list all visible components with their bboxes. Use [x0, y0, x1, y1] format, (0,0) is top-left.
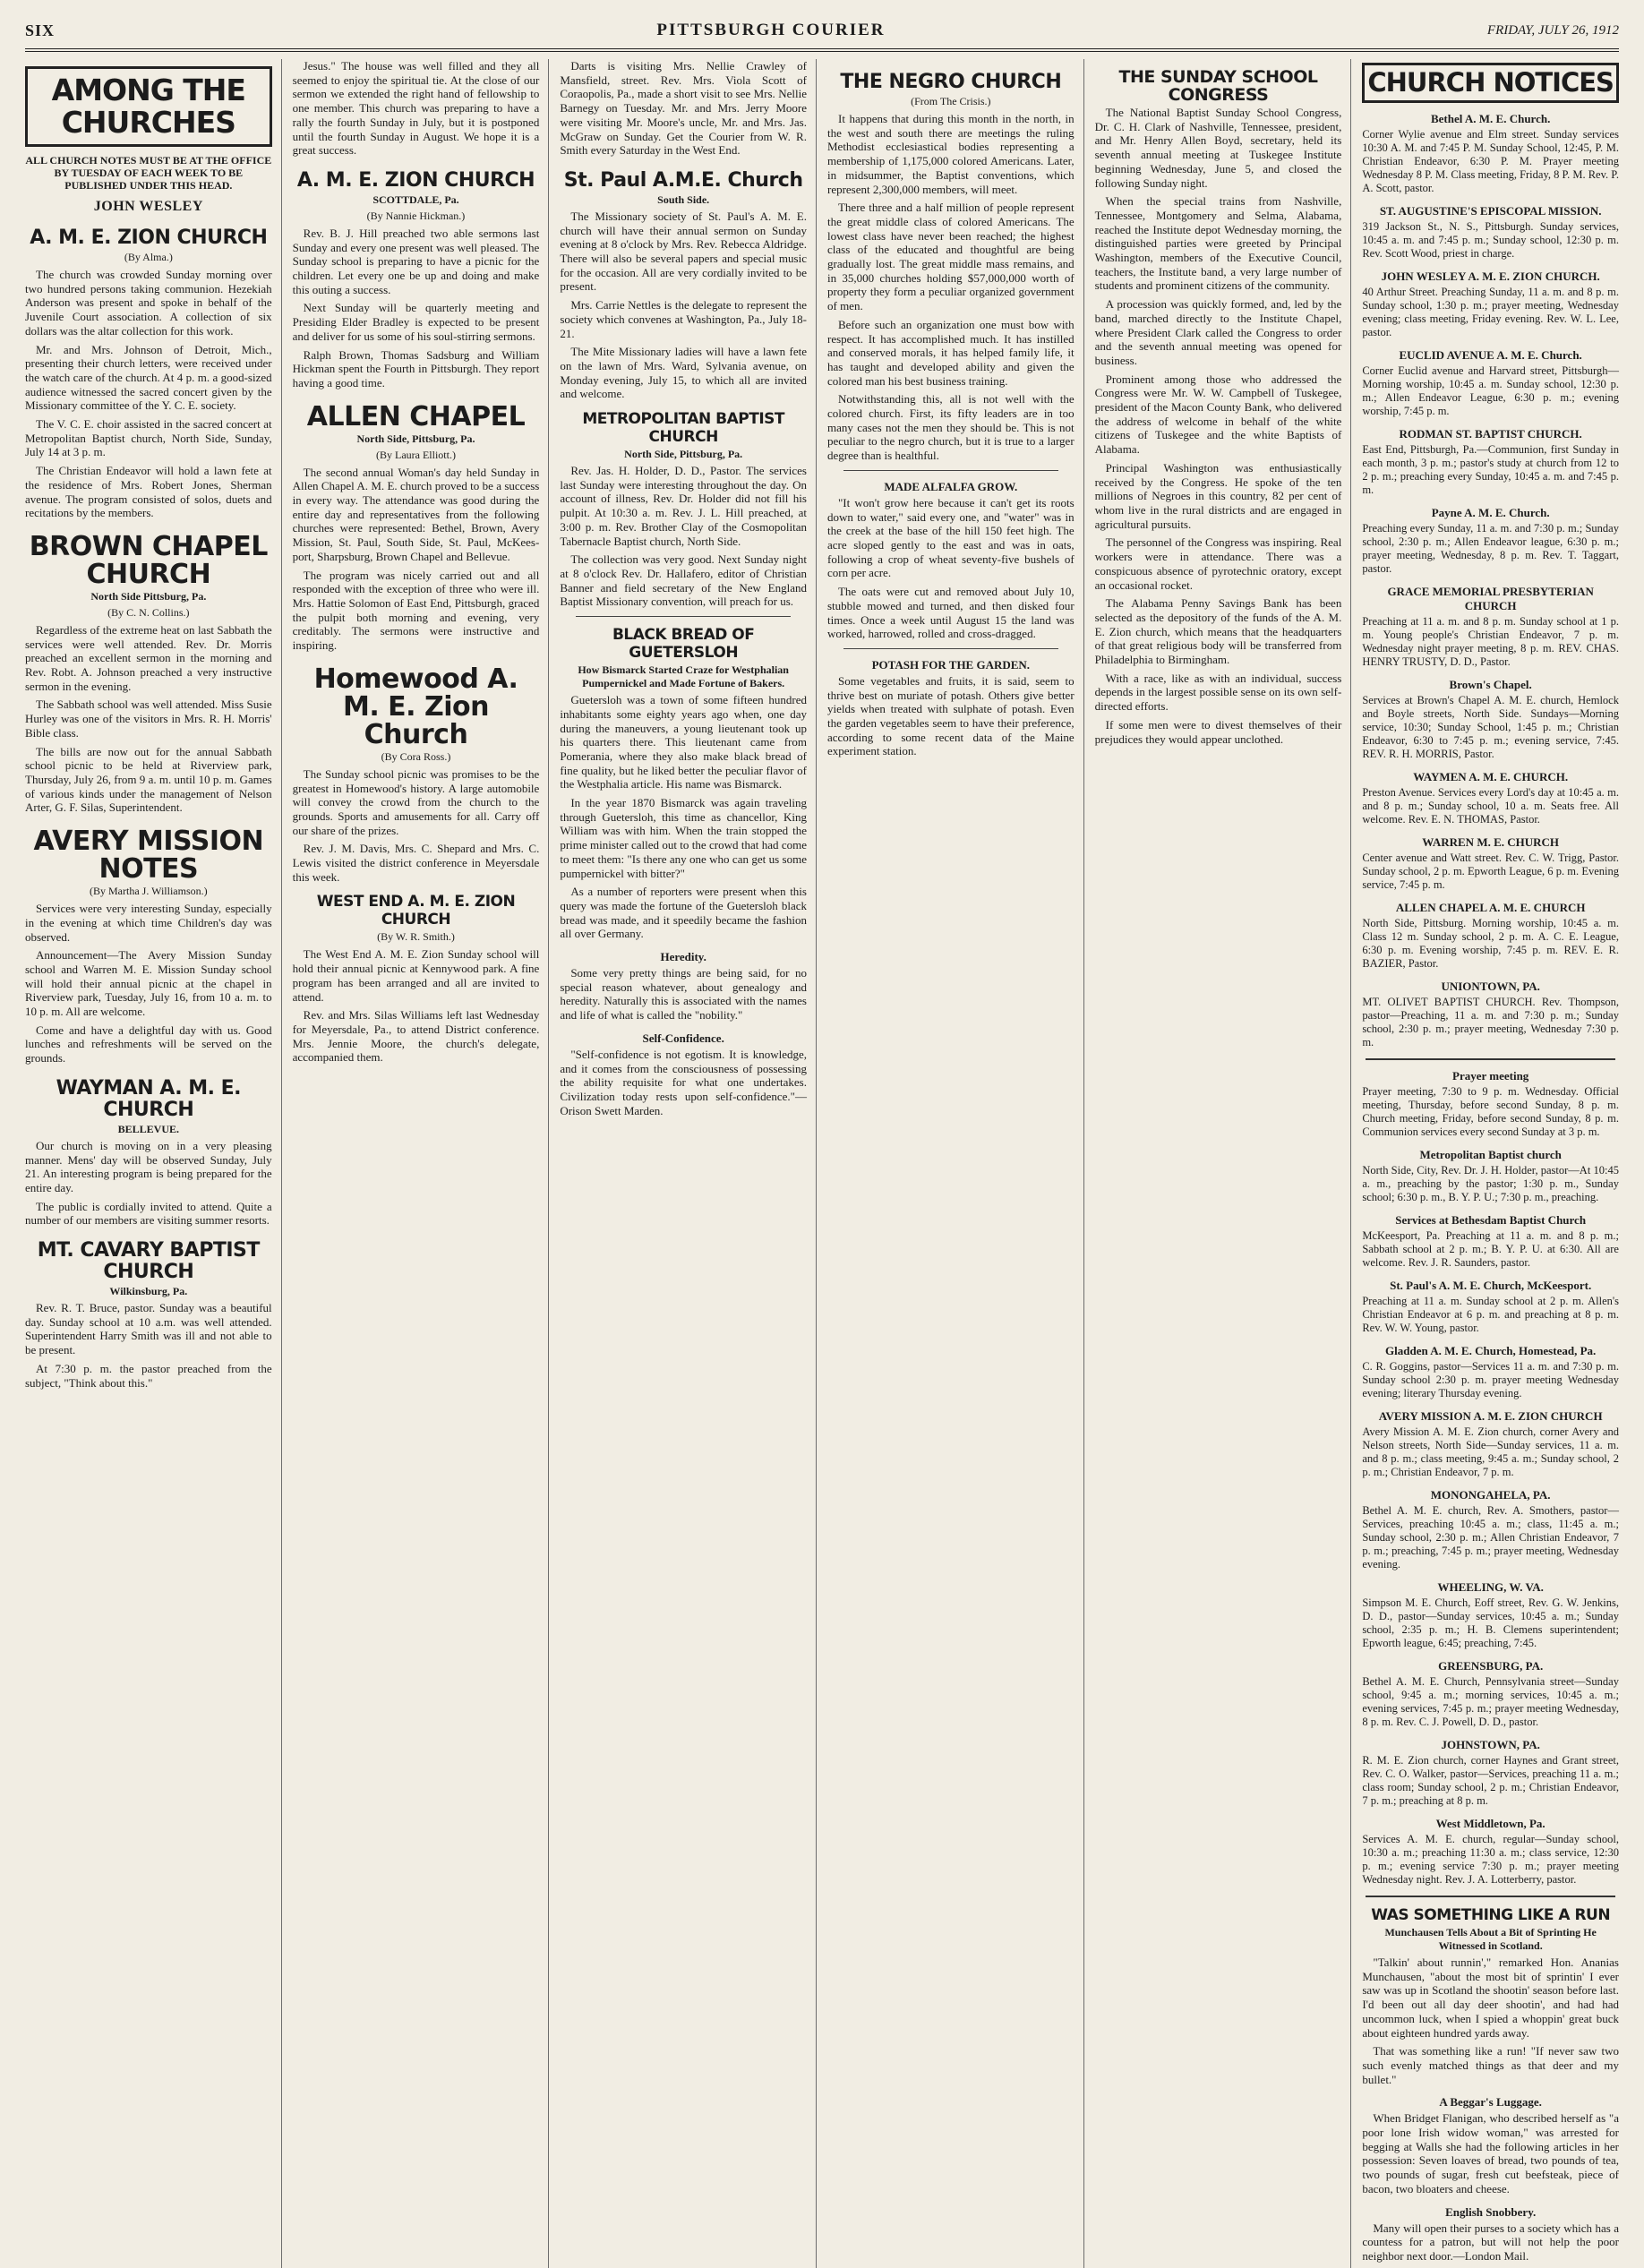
notice-text: Simpson M. E. Church, Eoff street, Rev. G. W. Jenkins, D. D., pastor—Sunday services, 10:45 a. m.; Sunday school, 2:35 p. m.; H. B. Clemens superintendent; Epworth league, 6:45; preaching, 7:45.: [1362, 1596, 1619, 1649]
paragraph: As a number of reporters were present when this query was made the fortune of the Guetersloh black bread was made, and it speedily became the fashion all over Germany.: [560, 885, 807, 941]
notice-text: North Side, City, Rev. Dr. J. H. Holder, pastor—At 10:45 a. m., preaching by the pastor; 1:30 p. m., Sunday school; 6:30 p. m., B. Y. P. U.; 7:30 p. m., preaching.: [1362, 1164, 1619, 1203]
article-body: [827, 496, 1075, 641]
paragraph: The program was nicely carried out and all responded with the exception of three who were ill. Mrs. Hattie Solomon of East End, Pittsburgh, graced the pulpit both morning and evening, very creditably. The sermons were instructive and inspiring.: [292, 568, 540, 653]
notice-church-name: St. Paul's A. M. E. Church, McKeesport.: [1390, 1279, 1592, 1292]
divider: [843, 648, 1058, 649]
newspaper-title: PITTSBURGH COURIER: [656, 21, 886, 39]
notice-text: Preaching at 11 a. m. and 8 p. m. Sunday school at 1 p. m. Young people's Christian Endeavor, 7 p. m. Wednesday night prayer meeting, 8 p. m. REV. CHAS. HENRY TRUSTY, D. D., Pastor.: [1362, 615, 1619, 668]
article-body: [25, 1301, 272, 1390]
notice-church-name: JOHNSTOWN, PA.: [1441, 1738, 1540, 1751]
paragraph: When Bridget Flanigan, who described herself as "a poor lone Irish widow woman," was arrested for begging at Walls she had the following articles in her possession: Seven loaves of bread, two pounds of tea, two pounds of sugar, fresh cut beefsteak, piece of bacon, two bloaters and cheese.: [1362, 2111, 1619, 2195]
paragraph: Services were very interesting Sunday, especially in the evening at which time Children's day was observed.: [25, 902, 272, 944]
headline-negro-church: THE NEGRO CHURCH: [840, 71, 1062, 93]
article-body: [1362, 2221, 1619, 2264]
subheading: North Side, Pittsburg, Pa.: [356, 432, 475, 445]
paragraph: "It won't grow here because it can't get its roots down to water," said every one, and "water" was in the creek at the base of the hill 150 feet high. The acre sloped gently to the east and was in oats, following a crop of wheat seventy-five bushels of corn per acre.: [826, 495, 1075, 580]
paragraph: Rev. Jas. H. Holder, D. D., Pastor. The services last Sunday were interesting throughout the day. On account of illness, Rev. Dr. Holder did not fill his pulpit. At 10:30 a. m. Rev. J. L. Hill preached, at 3:00 p. m. Rev. Brother Clay of the Cosmopolitan Tabernacle Baptist church, North Side.: [560, 464, 807, 548]
headline-self-confidence: Self-Confidence.: [642, 1031, 724, 1045]
headline-avery-mission: AVERY MISSION NOTES: [33, 826, 264, 886]
headline-sunday-school-congress: THE SUNDAY SCHOOL CONGRESS: [1118, 67, 1318, 105]
paragraph: At 7:30 p. m. the pastor preached from the subject, "Think about this.": [25, 1361, 272, 1390]
column-3: [560, 59, 817, 2268]
notice-text: Services at Brown's Chapel A. M. E. church, Hemlock and Boyle streets, North Side. Sundays—Morning service, 10:30; Sunday School, 1:45 p. m.; Christian Endeavor, 6:30 to 7:45 p. m.; evening service, 7:45. REV. R. H. MORRIS, Pastor.: [1362, 694, 1619, 760]
paragraph: Guetersloh was a town of some fifteen hundred inhabitants some eighty years ago when, one day during the maneuvers, a young lieutenant took up his quarters there. This lieutenant came from Pomerania, where they also make black bread of fine quality, but he liked better the peculiar flavor of the Westphalia article. His name was Bismarck.: [560, 693, 807, 792]
notice-church-name: Payne A. M. E. Church.: [1431, 506, 1550, 519]
byline: (By W. R. Smith.): [377, 930, 455, 944]
notice-text: McKeesport, Pa. Preaching at 11 a. m. and 8 p. m.; Sabbath school at 2 p. m.; B. Y. P. U. at 6:30. All are welcome. Rev. J. R. Saunders, pastor.: [1362, 1229, 1619, 1269]
notice-text: MT. OLIVET BAPTIST CHURCH. Rev. Thompson, pastor—Preaching, 11 a. m. and 7:30 p. m.; Sunday school, 2:30 p. m.; prayer meeting, Wednesday 7:30 p. m.: [1362, 996, 1619, 1048]
subheading: Wilkinsburg, Pa.: [109, 1285, 188, 1298]
notice-text: Avery Mission A. M. E. Zion church, corner Avery and Nelson streets, North Side—Sunday services, 11 a. m. and 8 p. m.; class meeting, 9:45 a. m.; Sunday school, 2 p. m.; Christian Endeavor, 7 p. m.: [1362, 1425, 1619, 1478]
masthead: [25, 13, 1619, 52]
divider: [576, 616, 791, 617]
headline-brown-chapel: BROWN CHAPEL CHURCH: [29, 530, 268, 590]
notice-text: Corner Wylie avenue and Elm street. Sunday services 10:30 A. M. and 7:45 P. M. Sunday School, 12:45, P. M. Christian Endeavor, 6:30 P. M. Prayer meeting Wednesday 8 P. M. Class meeting, Friday, 8 P. M. Rev. P. A. Scott, pastor.: [1362, 128, 1619, 194]
notice-church-name: UNIONTOWN, PA.: [1441, 980, 1540, 993]
column-1: [25, 59, 282, 2268]
article-body: [293, 227, 540, 390]
headline-allen-chapel: ALLEN CHAPEL: [306, 400, 526, 432]
paragraph: Prominent among those who addressed the Congress were Mr. W. W. Campbell of Tuskegee, president of the Macon County Bank, who delivered the address of welcome in behalf of the white citizens of Tuskegee and the white Baptists of Alabama.: [1094, 372, 1342, 457]
headline-heredity: Heredity.: [660, 950, 706, 964]
byline: (From The Crisis.): [911, 95, 991, 107]
deck: How Bismarck Started Craze for Westphalian Pumpernickel and Made Fortune of Bakers.: [578, 663, 789, 690]
church-notices-list-2: [1362, 1069, 1619, 1887]
subheading: South Side.: [657, 193, 710, 206]
notice-text: 40 Arthur Street. Preaching Sunday, 11 a. m. and 8 p. m. Sunday school, 1:30 p. m.; prayer meeting, Wednesday evening; class meeting, Friday evening. Rev. W. L. Lee, pastor.: [1362, 286, 1619, 338]
headline-west-end: WEST END A. M. E. ZION CHURCH: [316, 893, 516, 929]
paragraph: That was something like a run! "If never saw two such evenly matched things as that deer and my bullet.": [1362, 2044, 1619, 2086]
article-body: [293, 947, 540, 1065]
paragraph: The National Baptist Sunday School Congress, Dr. C. H. Clark of Nashville, Tennessee, president, and Mr. Henry Allen Boyd, secretary, held its seventh annual meeting at Tuskegee Institute beginning Wednesday, June 5, and closed the following Sunday night.: [1094, 106, 1342, 190]
notice-church-name: JOHN WESLEY A. M. E. ZION CHURCH.: [1381, 270, 1600, 283]
subheading: North Side, Pittsburg, Pa.: [624, 448, 743, 461]
byline: (By Martha J. Williamson.): [90, 885, 208, 898]
paragraph: Ralph Brown, Thomas Sadsburg and William Hickman spent the Fourth in Pittsburgh. They report having a good time.: [292, 347, 540, 389]
byline: (By Nannie Hickman.): [366, 209, 466, 222]
article-body: [293, 767, 540, 885]
article-body: [560, 464, 807, 609]
deck: Munchausen Tells About a Bit of Sprinting He Witnessed in Scotland.: [1384, 1926, 1597, 1952]
divider: [843, 470, 1058, 471]
paragraph: The oats were cut and removed about July 10, stubble mowed and turned, and then disked four times. Once a week until August 15 the land was worked, harrowed, rolled and cross-dragged.: [826, 585, 1075, 641]
article-body: [827, 112, 1075, 463]
paragraph: Many will open their purses to a society which has a countess for a patron, but will not help the poor neighbor next door.—London Mail.: [1362, 2221, 1619, 2263]
paragraph: With a race, like as with an individual, success depends in the largest possible sense on its own self-directed efforts.: [1094, 671, 1342, 714]
notice-church-name: RODMAN ST. BAPTIST CHURCH.: [1399, 427, 1582, 441]
paragraph: There three and a half million of people represent the great middle class of colored Americans. The lowest class have never been reached; the highest class of the educated and thoughtful are being gradually lost. The great middle mass remains, and in 35,000 churches holding $57,000,000 worth of property they form a peculiar organized government of men.: [826, 201, 1075, 313]
article-body: [25, 268, 272, 520]
article-body: [560, 693, 807, 941]
paragraph: Rev. R. T. Bruce, pastor. Sunday was a beautiful day. Sunday school at 10 a.m. was well attended. Superintendent Harry Smith was ill and not able to be present.: [25, 1301, 272, 1357]
paragraph: A procession was quickly formed, and, led by the band, marched directly to the Institute Chapel, where President Clark called the Congress to order and the seventh annual meeting was opened for business.: [1094, 297, 1342, 367]
section-banner-churches: AMONG THE CHURCHES: [25, 66, 272, 147]
submission-notice: ALL CHURCH NOTES MUST BE AT THE OFFICE BY TUESDAY OF EACH WEEK TO BE PUBLISHED UNDER THIS HEAD.: [25, 154, 272, 192]
column-5: [1095, 59, 1352, 2268]
paragraph: If some men were to divest themselves of their prejudices they would appear unclothed.: [1094, 717, 1342, 746]
headline-beggars-luggage: A Beggar's Luggage.: [1439, 2095, 1542, 2110]
paragraph: It happens that during this month in the north, in the west and south there are meetings the ruling Methodist ecclesiastical bodies representing a membership of 1,175,000 colored Americans. Later, in midsummer, the Baptist conventions, which represent 2,300,000 members, will meet.: [826, 112, 1075, 196]
notice-church-name: Brown's Chapel.: [1449, 678, 1532, 691]
notice-church-name: WHEELING, W. VA.: [1437, 1580, 1544, 1594]
section-banner-notices: CHURCH NOTICES: [1362, 63, 1619, 103]
headline-english-snobbery: English Snobbery.: [1445, 2204, 1537, 2219]
subheading: North Side Pittsburg, Pa.: [90, 589, 207, 603]
paragraph: Announcement—The Avery Mission Sunday school and Warren M. E. Mission Sunday school will hold their annual picnic at the chapel in Riverview park, Tuesday, July 16, from 10 a. m. to 10 p. m. All are welcome.: [25, 948, 272, 1019]
notice-church-name: Services at Bethesdam Baptist Church: [1395, 1213, 1587, 1227]
notice-text: 319 Jackson St., N. S., Pittsburgh. Sunday services, 10:45 a. m. and 7:45 p. m.; Sunday school, 12:30 p. m. Rev. Scott Wood, priest in charge.: [1362, 220, 1619, 260]
article-body: [560, 966, 807, 1023]
headline-scottdale-zion: A. M. E. ZION CHURCH: [296, 168, 535, 192]
paragraph: The West End A. M. E. Zion Sunday school will hold their annual picnic at Kennywood park. A fine program has been arranged and all are invited to attend.: [292, 947, 540, 1004]
paragraph: Rev. and Mrs. Silas Williams left last Wednesday for Meyersdale, Pa., to attend District conference. Mrs. Jennie Moore, the church's delegate, accompanied them.: [292, 1008, 540, 1065]
paragraph: Come and have a delightful day with us. Good lunches and refreshments will be served on the grounds.: [25, 1023, 272, 1066]
headline-st-paul: St. Paul A.M.E. Church: [563, 168, 803, 192]
notice-church-name: WAYMEN A. M. E. CHURCH.: [1413, 770, 1569, 783]
subheading: SCOTTDALE, Pa.: [372, 193, 459, 206]
headline-wayman: WAYMAN A. M. E. CHURCH: [56, 1076, 242, 1121]
headline-something-like-a-run: WAS SOMETHING LIKE A RUN: [1371, 1906, 1611, 1924]
notice-church-name: ST. AUGUSTINE'S EPISCOPAL MISSION.: [1379, 204, 1602, 218]
notice-text: Bethel A. M. E. church, Rev. A. Smothers, pastor—Services, preaching 10:45 a. m.; class, 11:45 a. m.; Sunday school, 2:30 p. m.; Allen Christian Endeavor, 7 p. m.; preaching, 7:45 p. m.; prayer meeting, Wednesday evening.: [1362, 1504, 1619, 1570]
notice-text: Preston Avenue. Services every Lord's day at 10:45 a. m. and 8 p. m.; Sunday school, 10 a. m. Seats free. All welcome. Rev. E. N. THOMAS, Pastor.: [1362, 786, 1619, 826]
paragraph: When the special trains from Nashville, Tennessee, Montgomery and Selma, Alabama, reached the Institute depot Wednesday morning, the distinguished parties were greeted by Principal Washington, members of the Executive Council, teachers, the Institute band, a very large number of students and prominent citizens of the community.: [1094, 194, 1342, 293]
article-body: [25, 902, 272, 1066]
paragraph: The V. C. E. choir assisted in the sacred concert at Metropolitan Baptist church, North Side, Sunday, July 14 at 3 p. m.: [25, 417, 272, 459]
paragraph: In the year 1870 Bismarck was again traveling through Guetersloh, this time as chancellor, King William was with him. When the train stopped the prime minister called out to the crowd that had come to meet them: "Is there any one who can get us some pumpernickel with bitter?": [560, 796, 807, 880]
issue-date: FRIDAY, JULY 26, 1912: [1486, 22, 1619, 38]
paragraph: The Missionary society of St. Paul's A. M. E. church will have their annual sermon on Sunday evening at 8 o'clock by Mrs. Rev. Rebecca Aldridge. There will also be several papers and special music for the occasion. All are very cordially invited to be present.: [560, 209, 807, 294]
byline: (By Alma.): [124, 251, 173, 263]
notice-text: Services A. M. E. church, regular—Sunday school, 10:30 a. m.; preaching 11:30 a. m.; class service, 12:30 p. m.; evening service 7:30 p. m.; prayer meeting Wednesday night. Rev. J. A. Lotterberry, pastor.: [1362, 1833, 1619, 1886]
article-body: [827, 674, 1075, 758]
headline-mt-cavary: MT. CAVARY BAPTIST CHURCH: [37, 1239, 260, 1284]
column-2: [293, 59, 550, 2268]
paragraph: Our church is moving on in a very pleasing manner. Mens' day will be observed Sunday, July 21. An interesting program is being prepared for the entire day.: [25, 1138, 272, 1194]
column-6: [1362, 59, 1619, 2268]
column-4: [827, 59, 1084, 2268]
paragraph: Jesus." The house was well filled and they all seemed to enjoy the spiritual tie. At the close of our sermon we extended the right hand of fellowship to one member. This church was preparing to have a rally the fourth Sunday in July, but it is postponed until the fourth Sunday in August. We hope it is a great success.: [292, 59, 540, 158]
notice-text: Corner Euclid avenue and Harvard street, Pittsburgh—Morning worship, 10:45 a. m. Sunday school, 12:30 p. m.; Allen Endeavor League, 6:30 p. m.; evening worship, 7:45 p. m.: [1362, 364, 1619, 417]
paragraph: The personnel of the Congress was inspiring. Real workers were in attendance. There was a conspicuous absence of pyrotechnic oratory, except an occasional rocket.: [1094, 535, 1342, 592]
paragraph: "Talkin' about runnin'," remarked Hon. Ananias Munchausen, "about the most bit of sprintin' I ever saw was up in Scotland the shootin' season before last. I'd been out all day deer shootin', and had had uncommon luck, when I spied a whoppin' great buck about eighteen hundred yards away.: [1362, 1956, 1619, 2040]
byline: (By Cora Ross.): [381, 749, 451, 763]
article-body: [1362, 2111, 1619, 2195]
paragraph: Principal Washington was enthusiastically received by the Congress. He spoke of the ten millions of Negroes in this country, 82 per cent of whom live in the rural districts and are engaged in agricultural pursuits.: [1094, 460, 1342, 531]
notice-church-name: EUCLID AVENUE A. M. E. Church.: [1399, 348, 1582, 362]
article-body: [25, 1139, 272, 1228]
notice-church-name: MONONGAHELA, PA.: [1430, 1488, 1551, 1502]
headline-alfalfa: MADE ALFALFA GROW.: [884, 479, 1018, 493]
notice-church-name: AVERY MISSION A. M. E. ZION CHURCH: [1378, 1409, 1603, 1423]
divider: [1366, 1896, 1615, 1897]
notice-church-name: Gladden A. M. E. Church, Homestead, Pa.: [1385, 1344, 1597, 1357]
article-body: [560, 59, 807, 158]
notice-text: C. R. Goggins, pastor—Services 11 a. m. and 7:30 p. m. Sunday school 2:30 p. m. prayer meeting Wednesday evening; literary Thursday evening.: [1362, 1360, 1619, 1399]
notice-text: Preaching every Sunday, 11 a. m. and 7:30 p. m.; Sunday school, 2:30 p. m.; Allen Endeavor league, 6:30 p. m.; prayer meeting, Wednesday, 8 p. m. Rev. T. Taggart, pastor.: [1362, 522, 1619, 575]
paragraph: Rev. B. J. Hill preached two able sermons last Sunday and every one present was well pleased. The Sunday school is preparing to have a picnic for the children. Let every one be up and doing and make this outing a success.: [292, 226, 540, 296]
article-body: [25, 623, 272, 815]
notice-church-name: WARREN M. E. CHURCH: [1422, 835, 1560, 849]
paragraph: Notwithstanding this, all is not well with the colored church. First, its fifty leaders are in too many cases not the men they should be. This is not peculiar to the negro church, but it is true to a larger degree than is healthful.: [826, 392, 1075, 463]
paragraph: Darts is visiting Mrs. Nellie Crawley of Mansfield, street. Rev. Mrs. Viola Scott of Coraopolis, Pa., made a short visit to see Mrs. Nellie Barnegy on Tuesday. Mr. and Mrs. Jerry Moore were visiting Mr. Moore's uncle, Mr. and Mrs. Jas. McGraw on Sunday. Get the Courier from W. R. Smith every Saturday in the West End.: [560, 59, 807, 158]
article-body: [1095, 106, 1342, 746]
notice-church-name: Prayer meeting: [1452, 1069, 1529, 1083]
church-notices-list: [1362, 112, 1619, 1049]
paragraph: The collection was very good. Next Sunday night at 8 o'clock Rev. Dr. Hallafero, editor of Christian Banner and field secretary of the New England Baptist Missionary convention, will preach for us.: [560, 552, 807, 609]
paragraph: Mrs. Carrie Nettles is the delegate to represent the society which convenes at Washington, Pa., July 18-21.: [560, 298, 807, 340]
notice-text: North Side, Pittsburg. Morning worship, 10:45 a. m. Class 12 m. Sunday school, 2 p. m. A. C. E. League, 6:30 p. m. Evening worship, 7:45 p. m. REV. E. R. BAZIER, Pastor.: [1362, 917, 1619, 970]
church-name-kicker: JOHN WESLEY: [93, 199, 203, 214]
notice-text: R. M. E. Zion church, corner Haynes and Grant street, Rev. C. O. Walker, pastor—Services, preaching 11 a. m.; class room; Sunday school, 2 p. m.; Christian Endeavor, 7 p. m.; preaching at 8 p. m.: [1362, 1754, 1619, 1807]
article-body: [560, 1048, 807, 1118]
paragraph: The public is cordially invited to attend. Quite a number of our members are visiting summer resorts.: [25, 1199, 272, 1228]
paragraph: Some vegetables and fruits, it is said, seem to thrive best on muriate of potash. Others give better yields when treated with sulphate of potash. Even the garden vegetables seem to have their preference, according to some recent data of the Maine experiment station.: [826, 673, 1075, 758]
headline-black-bread: BLACK BREAD OF GUETERSLOH: [612, 626, 755, 663]
paragraph: The bills are now out for the annual Sabbath school picnic to be held at Riverview park, Thursday, July 26, from 9 a. m. until 10 p. m. Games of various kinds under the management of Nelson Arter, G. F. Silas, Superintendent.: [25, 744, 272, 815]
headline-potash: POTASH FOR THE GARDEN.: [871, 657, 1031, 672]
paragraph: Next Sunday will be quarterly meeting and Presiding Elder Bradley is expected to be present and deliver for us some of his soul-stirring sermons.: [292, 301, 540, 343]
notice-church-name: GREENSBURG, PA.: [1438, 1659, 1544, 1673]
notice-church-name: GRACE MEMORIAL PRESBYTERIAN CHURCH: [1387, 585, 1594, 612]
byline: (By Laura Elliott.): [376, 448, 456, 461]
notice-text: East End, Pittsburgh, Pa.—Communion, first Sunday in each month, 3 p. m.; pastor's study at church from 12 to 2 p. m.; preaching every Sunday, 10:45 a. m. and 7:45 p. m.: [1362, 443, 1619, 496]
article-body: [560, 210, 807, 401]
notice-text: Prayer meeting, 7:30 to 9 p. m. Wednesday. Official meeting, Thursday, before second Sunday, 8 p. m. Church meeting, Friday, before second Sunday, 8 p. m. Communion services every second Sunday at 3 p. m.: [1362, 1085, 1619, 1138]
paragraph: The Sunday school picnic was promises to be the greatest in Homewood's history. A large automobile will convey the crowd from the church to the grounds. Sports and amusements for all. Carry off our share of the prizes.: [292, 766, 540, 837]
page-number: SIX: [25, 21, 56, 39]
paragraph: Before such an organization one must bow with respect. It has accomplished much. It has instilled and conserved morals, it has helped family life, it has taught and developed ability and given the colored man his best business training.: [826, 317, 1075, 388]
notice-text: Center avenue and Watt street. Rev. C. W. Trigg, Pastor. Sunday school, 2 p. m. Epworth League, 6 p. m. Evening service, 7:45 p. m.: [1362, 852, 1619, 891]
subheading: BELLEVUE.: [117, 1122, 179, 1135]
paragraph: Regardless of the extreme heat on last Sabbath the services were well attended. Rev. Dr. Morris preached an excellent sermon in the morning and Rev. Robt. A. Johnson preached a very instructive sermon in the evening.: [25, 622, 272, 693]
notice-church-name: West Middletown, Pa.: [1435, 1817, 1546, 1830]
headline-john-wesley: A. M. E. ZION CHURCH: [30, 227, 268, 249]
article-body: [293, 59, 540, 158]
notice-church-name: Bethel A. M. E. Church.: [1430, 112, 1551, 125]
paragraph: The Christian Endeavor will hold a lawn fete at the residence of Mrs. Robert Jones, Sherman avenue. The program consisted of solos, duets and recitations by the members.: [25, 464, 272, 520]
paragraph: The second annual Woman's day held Sunday in Allen Chapel A. M. E. church proved to be a success in every way. The attendance was good during the entire day and representatives from the following churches were represented: Bethel, Brown, Avery Mission, St. Paul, South Side, St. Paul, McKees-port, Sharpsburg, Brown Chapel and Bellevue.: [292, 465, 540, 563]
article-body: [293, 466, 540, 653]
page-columns: [25, 59, 1619, 2263]
paragraph: "Self-confidence is not egotism. It is knowledge, and it comes from the consciousness of possessing the ability requisite for what one undertakes. Civilization today rests upon self-confidence."—Orison Swett Marden.: [560, 1047, 807, 1117]
paragraph: Rev. J. M. Davis, Mrs. C. Shepard and Mrs. C. Lewis visited the district conference in Meyersdale this week.: [292, 842, 540, 884]
byline: (By C. N. Collins.): [107, 605, 190, 619]
notice-church-name: ALLEN CHAPEL A. M. E. CHURCH: [1395, 901, 1586, 914]
notice-text: Bethel A. M. E. Church, Pennsylvania street—Sunday school, 9:45 a. m.; morning services, 10:45 a. m.; evening services, 7:45 p. m.; prayer meeting Wednesday, 8 p. m. Rev. C. J. Powell, D. D., pastor.: [1362, 1675, 1619, 1728]
article-body: [1362, 1956, 1619, 2086]
notice-text: Preaching at 11 a. m. Sunday school at 2 p. m. Allen's Christian Endeavor at 6 p. m. and preaching at 8 p. m. Rev. W. W. Young, pastor.: [1362, 1295, 1619, 1334]
paragraph: The church was crowded Sunday morning over two hundred persons taking communion. Hezekiah Anderson was present and spoke in behalf of the Juvenile Court association. A collection of six dollars was the altar collection for this work.: [25, 268, 272, 338]
paragraph: The Mite Missionary ladies will have a lawn fete on the lawn of Mrs. Ward, Sylvania avenue, on Monday evening, July 15, to which all are invited and welcome.: [560, 345, 807, 401]
paragraph: Mr. and Mrs. Johnson of Detroit, Mich., presenting their church letters, were received under the watch care of the church. At 4 p. m. a good-sized audience witnessed the sacred concert given by the Missionary committee of the Y. C. E. society.: [25, 342, 272, 413]
paragraph: Some very pretty things are being said, for no special reason whatever, about genealogy and heredity. Naturally this is associated with the names and life of what is called the "nobility.": [560, 966, 807, 1023]
notice-church-name: Metropolitan Baptist church: [1419, 1148, 1562, 1161]
headline-homewood: Homewood A. M. E. Zion Church: [313, 663, 518, 750]
divider: [1366, 1058, 1615, 1060]
paragraph: The Sabbath school was well attended. Miss Susie Hurley was one of the visitors in Mrs. R. H. Morris' Bible class.: [25, 698, 272, 740]
paragraph: The Alabama Penny Savings Bank has been selected as the depository of the funds of the A. M. E. Zion church, which means that the headquarters of that great religious body will be transferred from Philadelphia to Birmingham.: [1094, 596, 1342, 667]
headline-metropolitan: METROPOLITAN BAPTIST CHURCH: [582, 410, 784, 447]
